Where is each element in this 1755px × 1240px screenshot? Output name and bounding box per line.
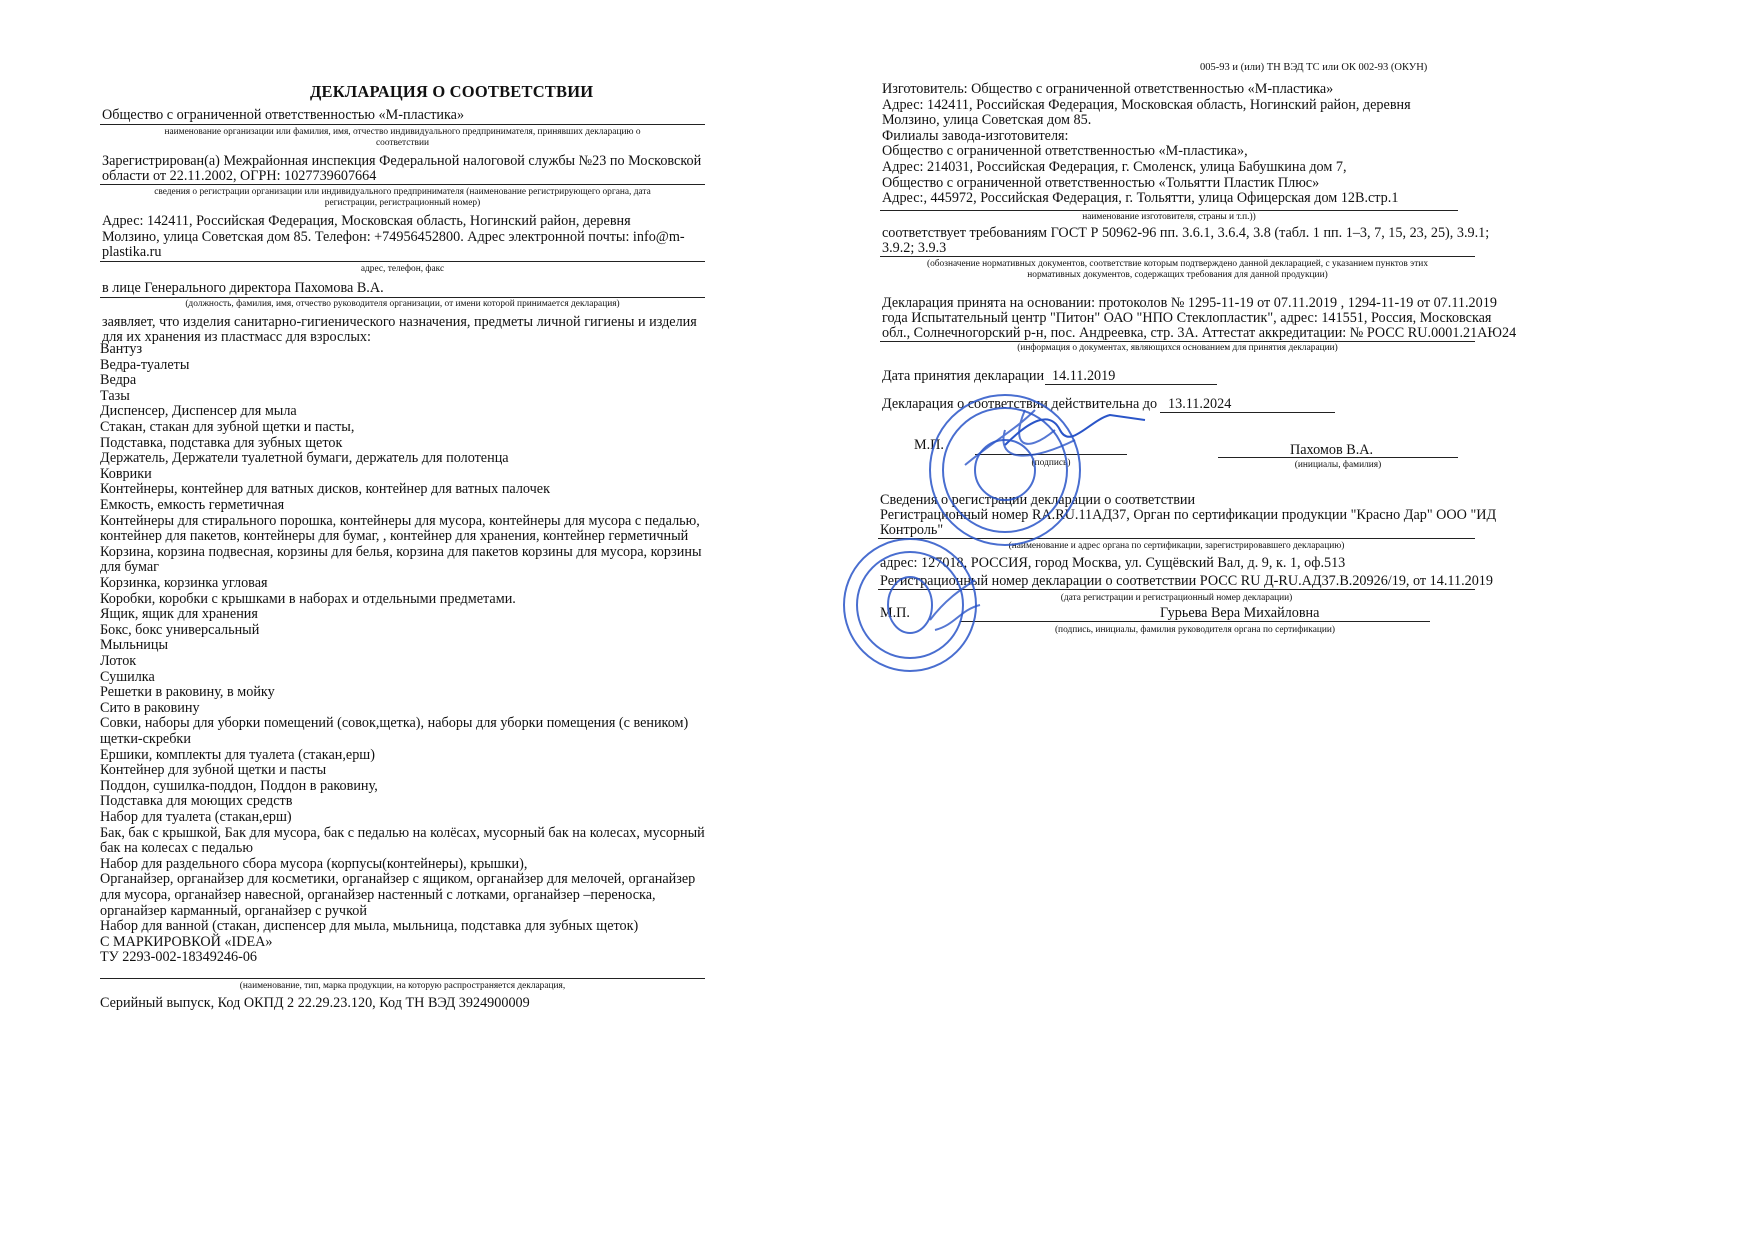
product-item: Коробки, коробки с крышками в наборах и отдельными предметами. <box>100 590 516 607</box>
caption: соответствии <box>376 138 429 148</box>
divider <box>880 256 1475 257</box>
validity-value: 13.11.2024 <box>1168 396 1232 412</box>
signature-icon <box>1000 400 1150 460</box>
product-item: Емкость, емкость герметичная <box>100 497 285 513</box>
product-item: Сито в раковину <box>100 699 200 716</box>
product-item: для бумаг <box>100 559 159 576</box>
caption: наименование изготовителя, страны и т.п.)) <box>1082 212 1256 222</box>
product-item: Набор для раздельного сбора мусора (корпусы(контейнеры), крышки), <box>100 855 528 872</box>
product-item: бак на колесах с педалью <box>100 840 253 857</box>
caption: адрес, телефон, факс <box>360 264 445 274</box>
product-item: Ведра <box>100 372 137 389</box>
manufacturer-line: Изготовитель: Общество с ограниченной ответственностью «М-пластика» <box>882 81 1334 97</box>
product-item: Ершики, комплекты для туалета (стакан,ерш) <box>100 746 375 763</box>
signer-name: Пахомов В.А. <box>1290 442 1374 458</box>
divider <box>100 184 705 185</box>
certification-seal-icon <box>835 530 985 680</box>
product-item: Корзина, корзина подвесная, корзины для белья, корзина для пакетов корзины для мусора, корзины <box>100 543 702 560</box>
product-item: Ведра-туалеты <box>100 356 190 373</box>
registration-line: Зарегистрирован(а) Межрайонная инспекция Федеральной налоговой службы №23 по Московской <box>102 153 702 169</box>
manufacturer-line: Адрес:, 445972, Российская Федерация, г. Тольятти, улица Офицерская дом 12В.стр.1 <box>882 190 1399 207</box>
product-item: ТУ 2293-002-18349246-06 <box>100 949 258 966</box>
basis-line: Декларация принята на основании: протоколов № 1295-11-19 от 07.11.2019 , 1294-11-19 от 07.11.2019 <box>882 295 1497 311</box>
divider <box>880 210 1458 211</box>
caption: (обозначение нормативных документов, соответствие которым подтверждено данной декларацией, с указанием пунктов этих <box>926 259 1429 269</box>
product-item: Подставка для моющих средств <box>100 793 293 810</box>
address-line: Молзино, улица Советская дом 85. Телефон: +74956452800. Адрес электронной почты: info@m- <box>102 229 685 245</box>
product-item: Подставка, подставка для зубных щеток <box>100 434 343 451</box>
product-item: Ящик, ящик для хранения <box>100 606 258 623</box>
product-item: Мыльницы <box>100 637 169 654</box>
caption: (наименование, тип, марка продукции, на которую распространяется декларация, <box>239 981 566 991</box>
caption: (инициалы, фамилия) <box>1294 460 1382 470</box>
manufacturer-line: Молзино, улица Советская дом 85. <box>882 112 1092 129</box>
product-item: Контейнер для зубной щетки и пасты <box>100 762 327 779</box>
product-item: Поддон, сушилка-поддон, Поддон в раковину, <box>100 777 378 794</box>
product-item: Лоток <box>100 653 137 669</box>
acceptance-date-label: Дата принятия декларации <box>882 368 1045 384</box>
caption: (должность, фамилия, имя, отчество руководителя организации, от имени которой принимается декларация) <box>185 299 620 309</box>
page-header: 005-93 и (или) ТН ВЭД ТС или ОК 002-93 (ОКУН) <box>1200 62 1428 73</box>
product-item: Совки, наборы для уборки помещений (совок,щетка), наборы для уборки помещения (с веником) <box>100 715 689 732</box>
divider <box>100 124 705 125</box>
address-line: Адрес: 142411, Российская Федерация, Московская область, Ногинский район, деревня <box>102 213 631 229</box>
product-item: Диспенсер, Диспенсер для мыла <box>100 403 297 420</box>
product-item: Сушилка <box>100 668 155 685</box>
product-item: Тазы <box>100 387 130 404</box>
product-item: Стакан, стакан для зубной щетки и пасты, <box>100 419 355 435</box>
manufacturer-line: Общество с ограниченной ответственностью «Тольятти Пластик Плюс» <box>882 174 1320 191</box>
divider <box>1160 412 1335 413</box>
product-item: Набор для туалета (стакан,ерш) <box>100 809 292 825</box>
product-item: Бокс, бокс универсальный <box>100 621 260 638</box>
product-item: Держатель, Держатели туалетной бумаги, держатель для полотенца <box>100 450 509 467</box>
caption: наименование организации или фамилия, имя, отчество индивидуального предпринимателя, принявших декларацию о <box>164 127 641 137</box>
acceptance-date-value: 14.11.2019 <box>1052 368 1116 384</box>
divider <box>880 341 1475 342</box>
divider <box>960 621 1430 622</box>
manufacturer-line: Адрес: 214031, Российская Федерация, г. Смоленск, улица Бабушкина дом 7, <box>882 159 1347 175</box>
document-title: ДЕКЛАРАЦИЯ О СООТВЕТСТВИИ <box>310 82 594 101</box>
caption: (дата регистрации и регистрационный номер декларации) <box>1060 593 1293 603</box>
product-item: Бак, бак с крышкой, Бак для мусора, бак с педалью на колёсах, мусорный бак на колесах, мусорный <box>100 824 705 841</box>
divider <box>1218 457 1458 458</box>
registration-number: Регистрационный номер декларации о соответствии РОСС RU Д-RU.АД37.В.20926/19, от 14.11.2019 <box>880 573 1493 589</box>
seal-place-label: М.П. <box>914 437 944 453</box>
declaration-statement: для их хранения из пластмасс для взрослых: <box>102 329 371 345</box>
declaration-page-1 <box>0 0 877 1240</box>
manufacturer-line: Общество с ограниченной ответственностью «М-пластика», <box>882 143 1248 160</box>
product-item: Коврики <box>100 465 152 482</box>
seal-place-label: М.П. <box>880 605 910 621</box>
declaration-statement: заявляет, что изделия санитарно-гигиенического назначения, предметы личной гигиены и изделия <box>102 314 697 330</box>
caption: нормативных документов, содержащих требования для данной продукции) <box>1027 270 1328 280</box>
caption: (подпись) <box>1031 458 1071 468</box>
manufacturer-line: Филиалы завода-изготовителя: <box>882 127 1069 144</box>
product-item: контейнер для пакетов, контейнеры для бумаг, , контейнер для хранения, контейнер герметичный <box>100 528 689 545</box>
basis-line: года Испытательный центр "Питон" ОАО "НПО Стеклопластик", адрес: 141551, Россия, Московская <box>882 310 1492 326</box>
caption: регистрации, регистрационный номер) <box>324 198 481 208</box>
gost-line: соответствует требованиям ГОСТ Р 50962-96 пп. 3.6.1, 3.6.4, 3.8 (табл. 1 пп. 1–3, 7, 15, 23, 25), 3.9.1; <box>882 225 1490 241</box>
caption: (подпись, инициалы, фамилия руководителя органа по сертификации) <box>1054 625 1336 635</box>
caption: сведения о регистрации организации или индивидуального предпринимателя (наименование регистрирующего органа, дата <box>154 187 651 197</box>
product-item: Органайзер, органайзер для косметики, органайзер с ящиком, органайзер для мелочей, органайзер <box>100 871 696 888</box>
divider <box>100 261 705 262</box>
manufacturer-line: Адрес: 142411, Российская Федерация, Московская область, Ногинский район, деревня <box>882 96 1411 113</box>
registration-title: Сведения о регистрации декларации о соответствии <box>880 492 1196 508</box>
product-item: Контейнеры, контейнер для ватных дисков, контейнер для ватных палочек <box>100 481 550 498</box>
divider <box>100 978 705 979</box>
serial-codes: Серийный выпуск, Код ОКПД 2 22.29.23.120, Код ТН ВЭД 3924900009 <box>100 995 530 1011</box>
product-item: органайзер карманный, органайзер с ручкой <box>100 902 367 919</box>
divider <box>100 297 705 298</box>
product-item: щетки-скребки <box>100 731 191 747</box>
registration-body: Регистрационный номер RA.RU.11АД37, Орган по сертификации продукции "Красно Дар" ООО "ИД <box>880 507 1497 523</box>
address-line: plastika.ru <box>102 244 162 260</box>
product-item: Корзинка, корзинка угловая <box>100 575 268 591</box>
basis-line: обл., Солнечногорский р-н, пос. Андреевка, стр. 3А. Аттестат аккредитации: № РОСС RU.0001.21АЮ24 <box>882 325 1517 341</box>
certification-head-name: Гурьева Вера Михайловна <box>1160 605 1320 621</box>
product-item: Набор для ванной (стакан, диспенсер для мыла, мыльница, подставка для зубных щеток) <box>100 918 639 935</box>
caption: (информация о документах, являющихся основанием для принятия декларации) <box>1017 343 1338 353</box>
org-name: Общество с ограниченной ответственностью «М-пластика» <box>102 107 465 123</box>
registration-line: области от 22.11.2002, ОГРН: 1027739607664 <box>102 168 377 184</box>
registration-address: адрес: 127018, РОССИЯ, город Москва, ул. Сущёвский Вал, д. 9, к. 1, оф.513 <box>880 555 1346 571</box>
product-item: Решетки в раковину, в мойку <box>100 684 275 701</box>
product-item: для мусора, органайзер навесной, органайзер настенный с лотками, органайзер –переноска, <box>100 887 656 903</box>
gost-line: 3.9.2; 3.9.3 <box>882 240 947 256</box>
representative-line: в лице Генерального директора Пахомова В.А. <box>102 280 384 296</box>
product-item: Контейнеры для стирального порошка, контейнеры для мусора, контейнеры для мусора с педалью, <box>100 512 700 529</box>
product-item: Вантуз <box>100 341 143 357</box>
validity-label: Декларация о соответствии действительна до <box>882 396 1158 412</box>
product-item: С МАРКИРОВКОЙ «IDEA» <box>100 933 273 950</box>
registration-body: Контроль" <box>880 522 944 538</box>
caption: (наименование и адрес органа по сертификации, зарегистрировавшего декларацию) <box>1008 541 1345 551</box>
